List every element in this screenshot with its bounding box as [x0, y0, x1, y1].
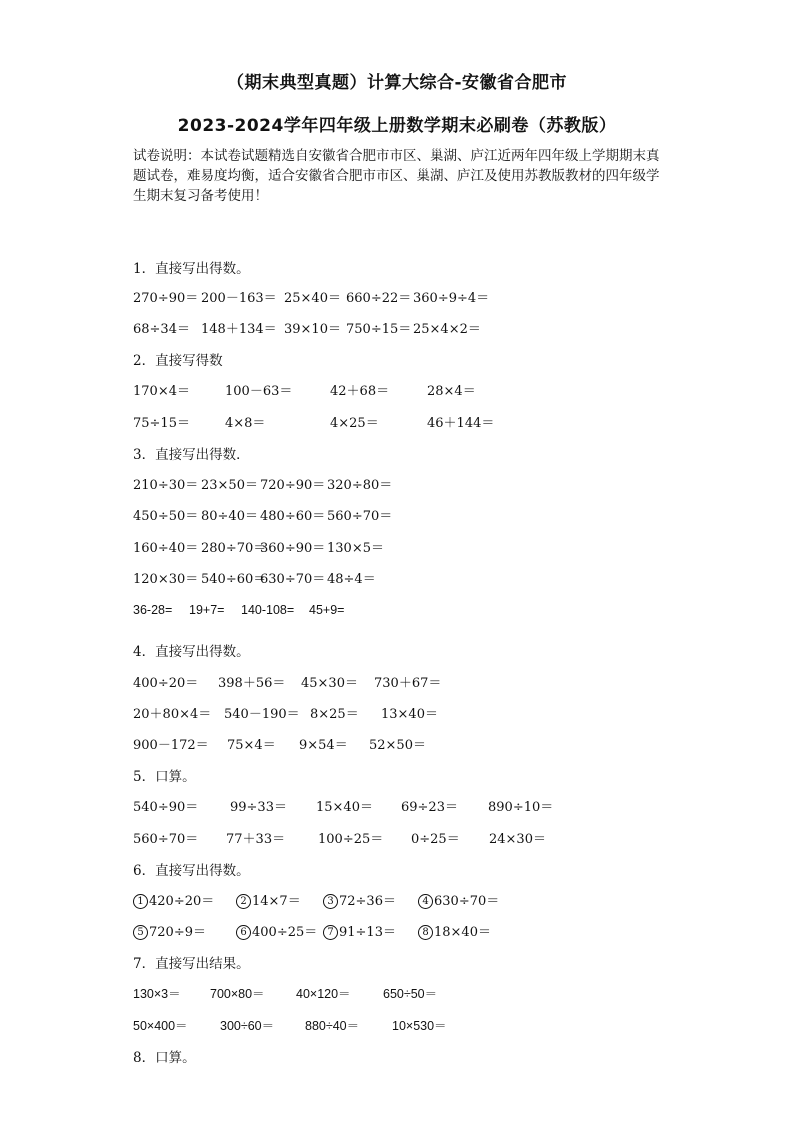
problem-4-1-3: 45×30＝ [301, 676, 358, 691]
problem-5-1-3: 15×40＝ [316, 800, 373, 815]
circled-number: 5 [133, 925, 148, 940]
problem-2-1-4: 28×4＝ [427, 384, 476, 399]
problem-5-2-5: 24×30＝ [489, 832, 546, 847]
problem-2-1-3: 42＋68＝ [330, 384, 390, 399]
problem-expression: 400÷25＝ [252, 925, 318, 940]
problem-5-1-5: 890÷10＝ [488, 800, 554, 815]
question-6-title: 6．直接写出得数。 [133, 863, 250, 879]
problem-5-1-2: 99÷33＝ [230, 800, 287, 815]
question-7-title: 7．直接写出结果。 [133, 956, 250, 972]
problem-1-2-3: 39×10＝ [284, 322, 341, 337]
problem-2-1-1: 170×4＝ [133, 384, 190, 399]
problem-1-1-4: 660÷22＝ [346, 291, 412, 306]
problem-expression: 420÷20＝ [149, 894, 215, 909]
problem-7-2-4: 10×530＝ [392, 1019, 447, 1033]
problem-4-1-1: 400÷20＝ [133, 676, 199, 691]
problem-expression: 14×7＝ [252, 894, 301, 909]
problem-4-3-1: 900－172＝ [133, 738, 209, 753]
question-1-title: 1．直接写出得数。 [133, 261, 250, 277]
problem-3-4-1: 120×30＝ [133, 572, 199, 587]
problem-3-4-4: 48÷4＝ [327, 572, 376, 587]
problem-3-3-4: 130×5＝ [327, 541, 384, 556]
problem-2-2-1: 75÷15＝ [133, 416, 190, 431]
problem-4-1-4: 730＋67＝ [374, 676, 442, 691]
problem-5-2-2: 77＋33＝ [226, 832, 286, 847]
circled-number: 1 [133, 894, 148, 909]
problem-2-2-3: 4×25＝ [330, 416, 379, 431]
problem-1-1-2: 200－163＝ [201, 291, 277, 306]
problem-4-2-4: 13×40＝ [381, 707, 438, 722]
problem-2-1-2: 100－63＝ [225, 384, 293, 399]
problem-7-2-2: 300÷60＝ [220, 1019, 275, 1033]
circled-number: 3 [323, 894, 338, 909]
problem-7-1-1: 130×3＝ [133, 987, 181, 1001]
problem-6-1-4 [418, 890, 499, 909]
problem-2-2-4: 46＋144＝ [427, 416, 495, 431]
circled-number: 2 [236, 894, 251, 909]
problem-7-2-1: 50×400＝ [133, 1019, 188, 1033]
problem-expression: 720÷9＝ [149, 925, 206, 940]
problem-expression: 72÷36＝ [339, 894, 396, 909]
problem-1-1-5: 360÷9÷4＝ [413, 291, 490, 306]
problem-3-5-4: 45+9= [309, 603, 345, 617]
problem-5-2-1: 560÷70＝ [133, 832, 199, 847]
problem-3-5-1: 36-28= [133, 603, 173, 617]
problem-3-2-2: 80÷40＝ [201, 509, 258, 524]
problem-4-3-4: 52×50＝ [369, 738, 426, 753]
problem-3-2-1: 450÷50＝ [133, 509, 199, 524]
circled-number: 4 [418, 894, 433, 909]
circled-number: 7 [323, 925, 338, 940]
problem-3-5-3: 140-108= [241, 603, 295, 617]
problem-6-2-4 [418, 921, 491, 940]
problem-7-1-2: 700×80＝ [210, 987, 265, 1001]
question-4-title: 4．直接写出得数。 [133, 644, 250, 660]
problem-3-1-1: 210÷30＝ [133, 478, 199, 493]
problem-6-2-1 [133, 921, 206, 940]
question-8-title: 8．口算。 [133, 1050, 196, 1066]
problem-1-2-1: 68÷34＝ [133, 322, 190, 337]
problem-6-1-2 [236, 890, 301, 909]
problem-7-1-3: 40×120＝ [296, 987, 351, 1001]
problem-4-3-3: 9×54＝ [299, 738, 348, 753]
problem-7-2-3: 880÷40＝ [305, 1019, 360, 1033]
problem-3-5-2: 19+7= [189, 603, 225, 617]
problem-1-2-2: 148＋134＝ [201, 322, 277, 337]
problem-3-3-2: 280÷70＝ [201, 541, 267, 556]
problem-1-1-1: 270÷90＝ [133, 291, 199, 306]
problem-4-3-2: 75×4＝ [227, 738, 276, 753]
problem-1-2-5: 25×4×2＝ [413, 322, 481, 337]
question-3-title: 3．直接写出得数． [133, 447, 250, 463]
problem-7-1-4: 650÷50＝ [383, 987, 438, 1001]
problem-3-2-3: 480÷60＝ [260, 509, 326, 524]
problem-5-1-4: 69÷23＝ [401, 800, 458, 815]
problem-5-1-1: 540÷90＝ [133, 800, 199, 815]
problem-3-3-1: 160÷40＝ [133, 541, 199, 556]
circled-number: 6 [236, 925, 251, 940]
problem-expression: 18×40＝ [434, 925, 491, 940]
problem-3-1-3: 720÷90＝ [260, 478, 326, 493]
problem-3-1-4: 320÷80＝ [327, 478, 393, 493]
problem-5-2-4: 0÷25＝ [411, 832, 460, 847]
problem-4-2-3: 8×25＝ [310, 707, 359, 722]
problem-3-4-2: 540÷60＝ [201, 572, 267, 587]
problem-4-2-1: 20＋80×4＝ [133, 707, 212, 722]
problem-6-1-1 [133, 890, 214, 909]
title-line-2: 2023-2024学年四年级上册数学期末必刷卷（苏教版） [177, 116, 617, 136]
exam-description: 试卷说明：本试卷试题精选自安徽省合肥市市区、巢湖、庐江近两年四年级上学期期末真题试卷，难易度均衡，适合安徽省合肥市市区、巢湖、庐江及使用苏教版教材的四年级学生期末复习备考使用！ [133, 148, 660, 204]
title-line-1: （期末典型真题）计算大综合-安徽省合肥市 [226, 73, 568, 93]
problem-1-1-3: 25×40＝ [284, 291, 341, 306]
problem-6-2-3 [323, 921, 396, 940]
problem-4-1-2: 398＋56＝ [218, 676, 286, 691]
problem-2-2-2: 4×8＝ [225, 416, 266, 431]
problem-6-2-2 [236, 921, 317, 940]
problem-3-4-3: 630÷70＝ [260, 572, 326, 587]
problem-expression: 91÷13＝ [339, 925, 396, 940]
question-2-title: 2．直接写得数 [133, 353, 223, 369]
problem-3-1-2: 23×50＝ [201, 478, 258, 493]
problem-1-2-4: 750÷15＝ [346, 322, 412, 337]
question-5-title: 5．口算。 [133, 769, 196, 785]
problem-5-2-3: 100÷25＝ [318, 832, 384, 847]
circled-number: 8 [418, 925, 433, 940]
problem-expression: 630÷70＝ [434, 894, 500, 909]
problem-6-1-3 [323, 890, 396, 909]
problem-4-2-2: 540－190＝ [224, 707, 300, 722]
problem-3-3-3: 360÷90＝ [260, 541, 326, 556]
problem-3-2-4: 560÷70＝ [327, 509, 393, 524]
